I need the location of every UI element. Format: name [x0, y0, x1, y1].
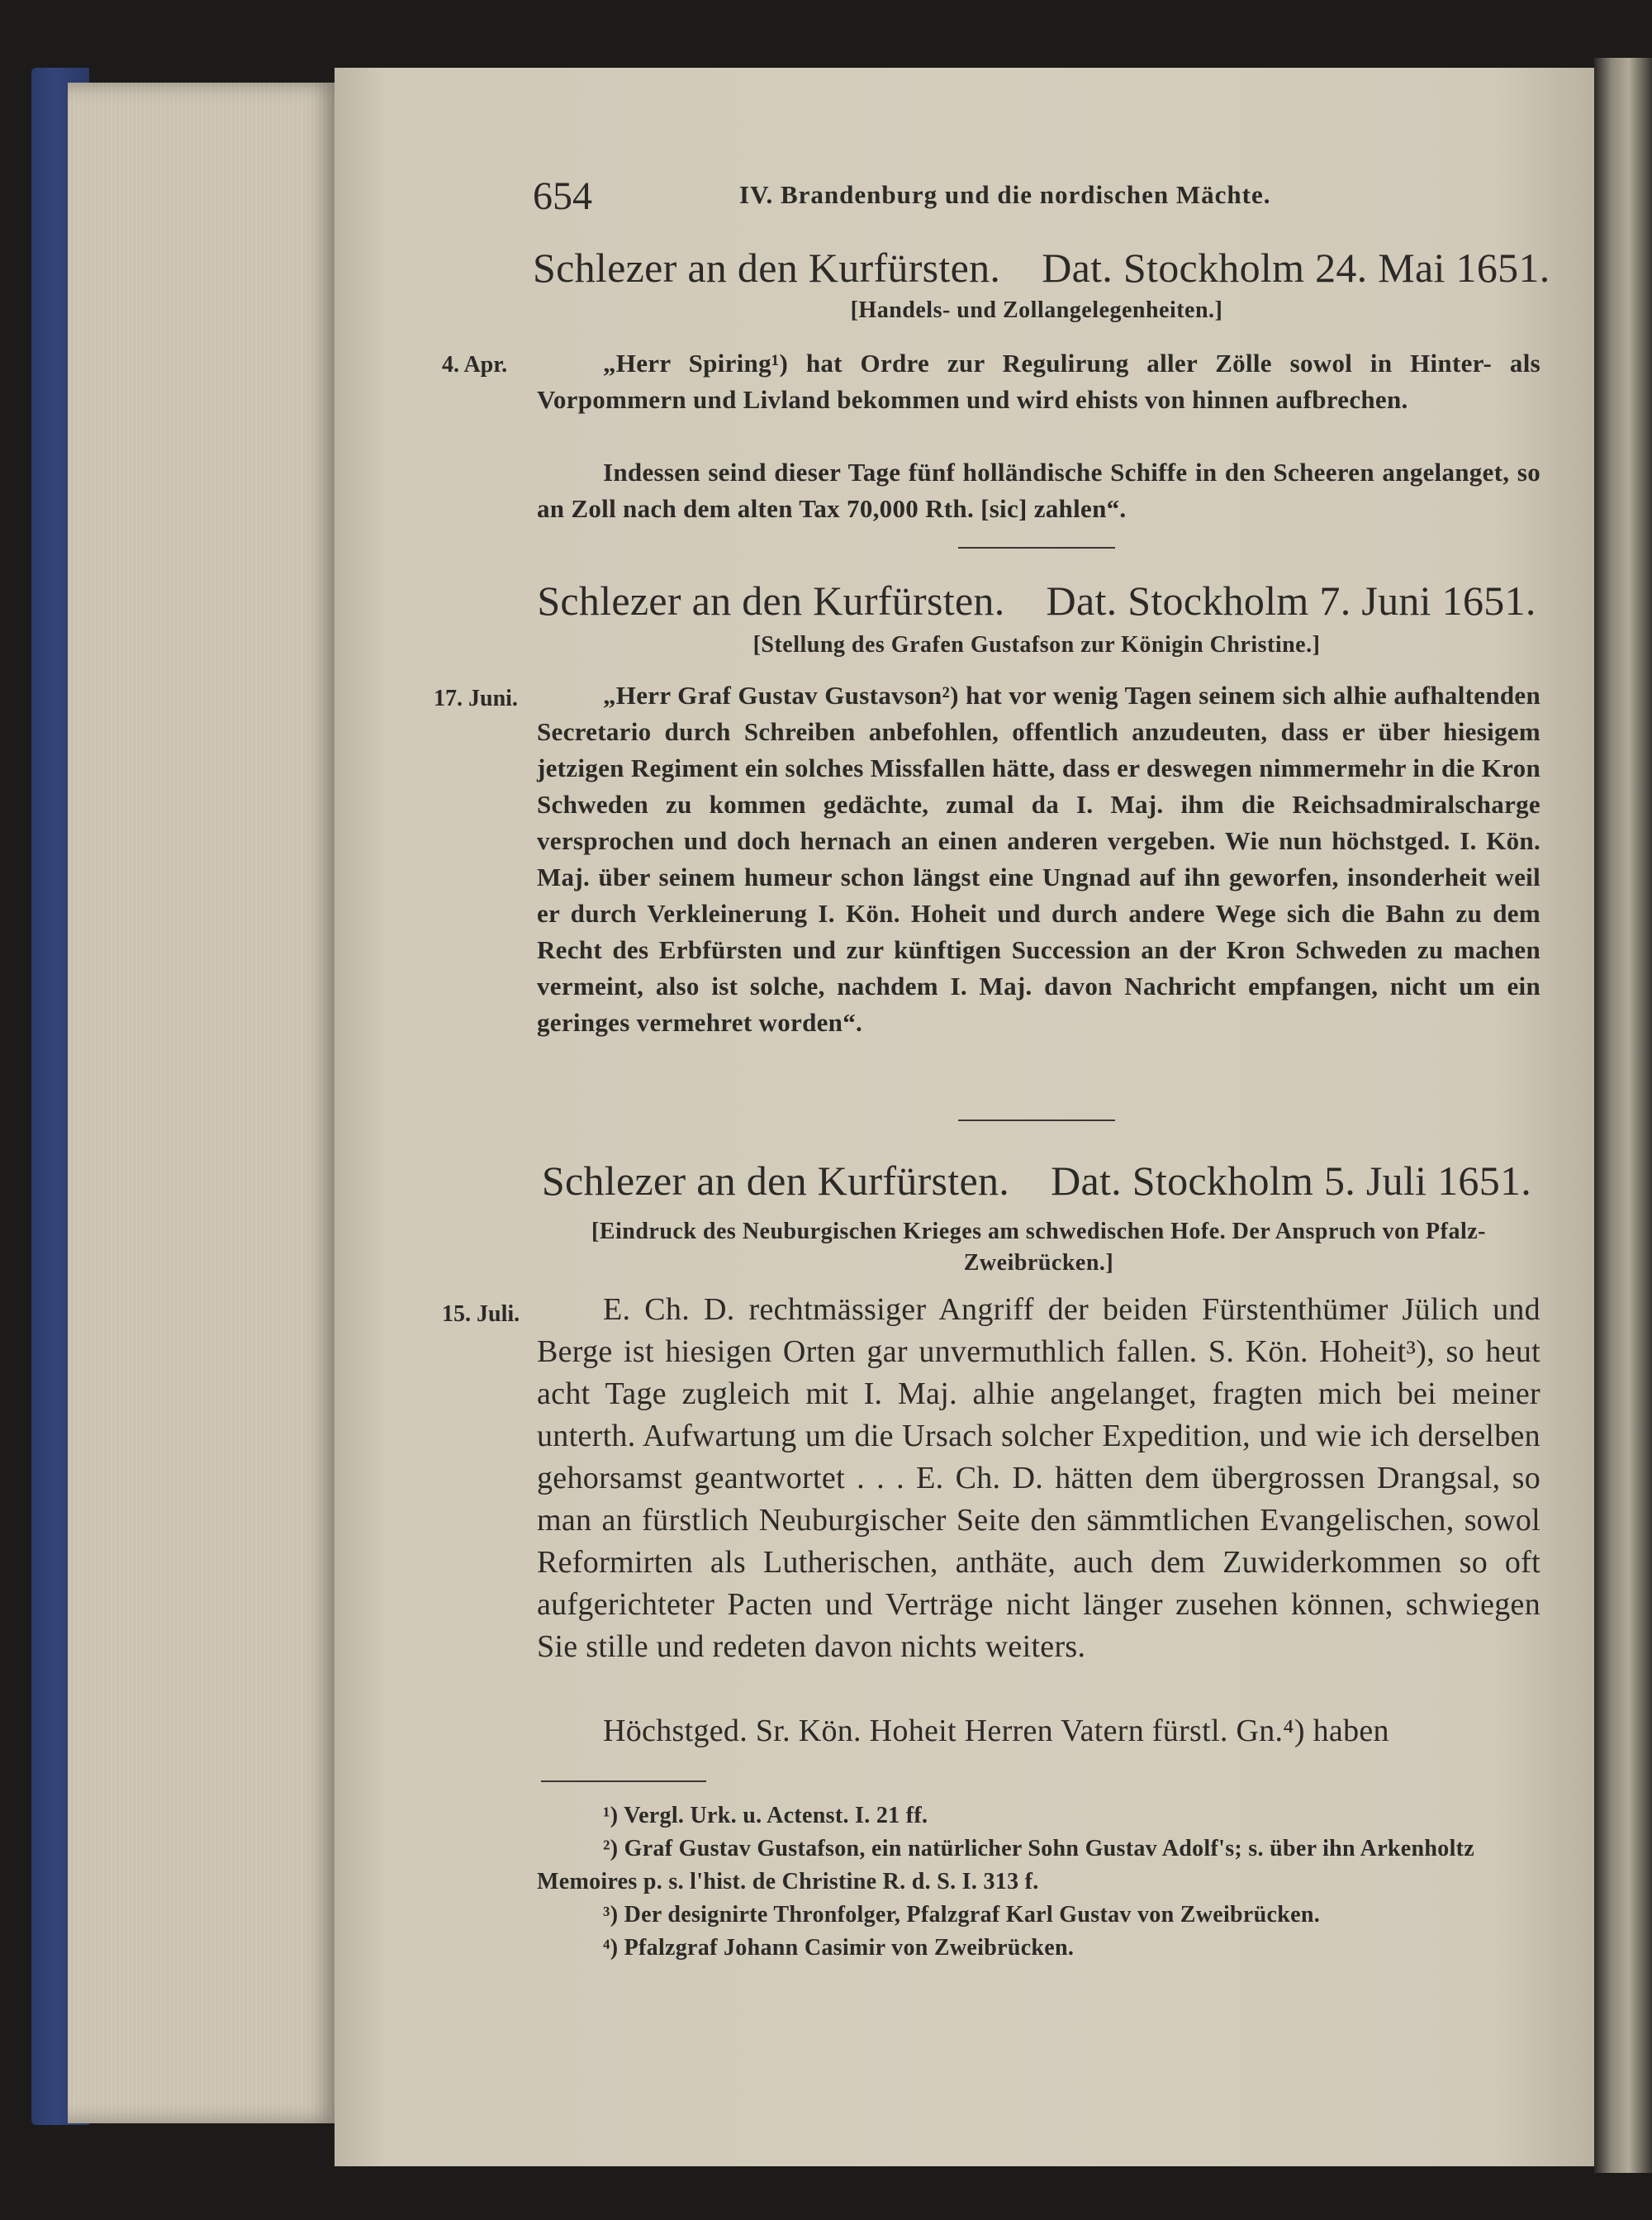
letter-title-addressee: Schlezer an den Kurfürsten.	[541, 1158, 1010, 1204]
letter-title-addressee: Schlezer an den Kurfürsten.	[533, 245, 1001, 291]
paragraph: E. Ch. D. rechtmässiger Angriff der beiden Fürstenthümer Jülich und Berge ist hiesigen Orten gar unvermuthlich fallen. S. Kön. Hoheit³), so heut acht Tage zugleich mit I. Maj. alhie angelanget, fragten mich bei meiner unterth. Aufwartung um die Ursach solcher Expedition, und wie ich derselben gehorsamst geantwortet . . . E. Ch. D. hätten dem übergrossen Drangsal, so man an fürstlich Neuburgischer Seite den sämmtlichen Evangelischen, sowol Reformirten als Lutherischen, anthäte, auch dem Zuwiderkommen so oft aufgerichteter Pacten und Verträge nicht länger zusehen können, schwiegen Sie stille und redeten davon nichts weiters.	[537, 1292, 1540, 1664]
page-number: 654	[533, 174, 592, 218]
footnote: ³) Der designirte Thronfolger, Pfalzgraf Karl Gustav von Zweibrücken.	[603, 1902, 1321, 1928]
footnote: ²) Graf Gustav Gustafson, ein natürlicher Sohn Gustav Adolf's; s. über ihn Arkenholtz Memoires p. s. l'hist. de Christine R. d. S. I. 313 f.	[537, 1836, 1475, 1894]
letter-title	[533, 244, 1550, 292]
running-head: IV. Brandenburg und die nordischen Mächte.	[739, 180, 1271, 209]
paragraph: „Herr Spiring¹) hat Ordre zur Regulirung aller Zölle sowol in Hinter- als Vorpommern und Livland bekommen und wird ehists von hinnen aufbrechen.	[537, 349, 1540, 414]
letter-title	[533, 577, 1540, 625]
letter-title-date: Dat. Stockholm 5. Juli 1651.	[1051, 1158, 1532, 1204]
page-stack-edge	[68, 83, 340, 2123]
facing-page-edge	[1594, 58, 1652, 2173]
footnote: ¹) Vergl. Urk. u. Actenst. I. 21 ff.	[603, 1803, 928, 1828]
margin-date: 17. Juni.	[434, 686, 518, 711]
paragraph: Höchstged. Sr. Kön. Hoheit Herren Vatern fürstl. Gn.⁴) haben	[603, 1714, 1389, 1748]
letter-subject: [Eindruck des Neuburgischen Krieges am schwedischen Hofe. Der Anspruch von Pfalz-Zweibrücken.]	[591, 1219, 1486, 1276]
letter-subject: [Stellung des Grafen Gustafson zur Königin Christine.]	[752, 632, 1321, 658]
margin-date: 15. Juli.	[442, 1301, 520, 1327]
footnote-rule	[541, 1780, 706, 1782]
footnote: ⁴) Pfalzgraf Johann Casimir von Zweibrücken.	[603, 1935, 1075, 1961]
section-divider	[958, 547, 1115, 549]
paragraph: „Herr Graf Gustav Gustavson²) hat vor wenig Tagen seinem sich alhie aufhaltenden Secretario durch Schreiben anbefohlen, offentlich anzudeuten, dass er über hiesigem jetzigen Regiment ein solches Missfallen hätte, dass er deswegen nimmermehr in die Kron Schweden zu kommen gedächte, zumal da I. Maj. ihm die Reichsadmiralscharge versprochen und doch hernach an einen anderen vergeben. Wie nun höchstged. I. Kön. Maj. über seinem humeur schon längst eine Ungnad auf ihn geworfen, insonderheit weil er durch Verkleinerung I. Kön. Hoheit und durch andere Wege sich die Bahn zu dem Recht des Erbfürsten und zur künftigen Succession an der Kron Schweden zu machen vermeint, also ist solche, nachdem I. Maj. davon Nachricht empfangen, nicht um ein geringes vermehret worden“.	[537, 681, 1540, 1037]
letter-title-date: Dat. Stockholm 7. Juni 1651.	[1046, 578, 1536, 624]
paragraph: Indessen seind dieser Tage fünf holländische Schiffe in den Scheeren angelanget, so an Zoll nach dem alten Tax 70,000 Rth. [sic] zahlen“.	[537, 458, 1540, 523]
section-divider	[958, 1120, 1115, 1121]
letter-subject: [Handels- und Zollangelegenheiten.]	[850, 297, 1223, 323]
margin-date: 4. Apr.	[442, 352, 508, 378]
letter-title-date: Dat. Stockholm 24. Mai 1651.	[1042, 245, 1550, 291]
letter-title-addressee: Schlezer an den Kurfürsten.	[537, 578, 1005, 624]
letter-title	[533, 1157, 1540, 1205]
